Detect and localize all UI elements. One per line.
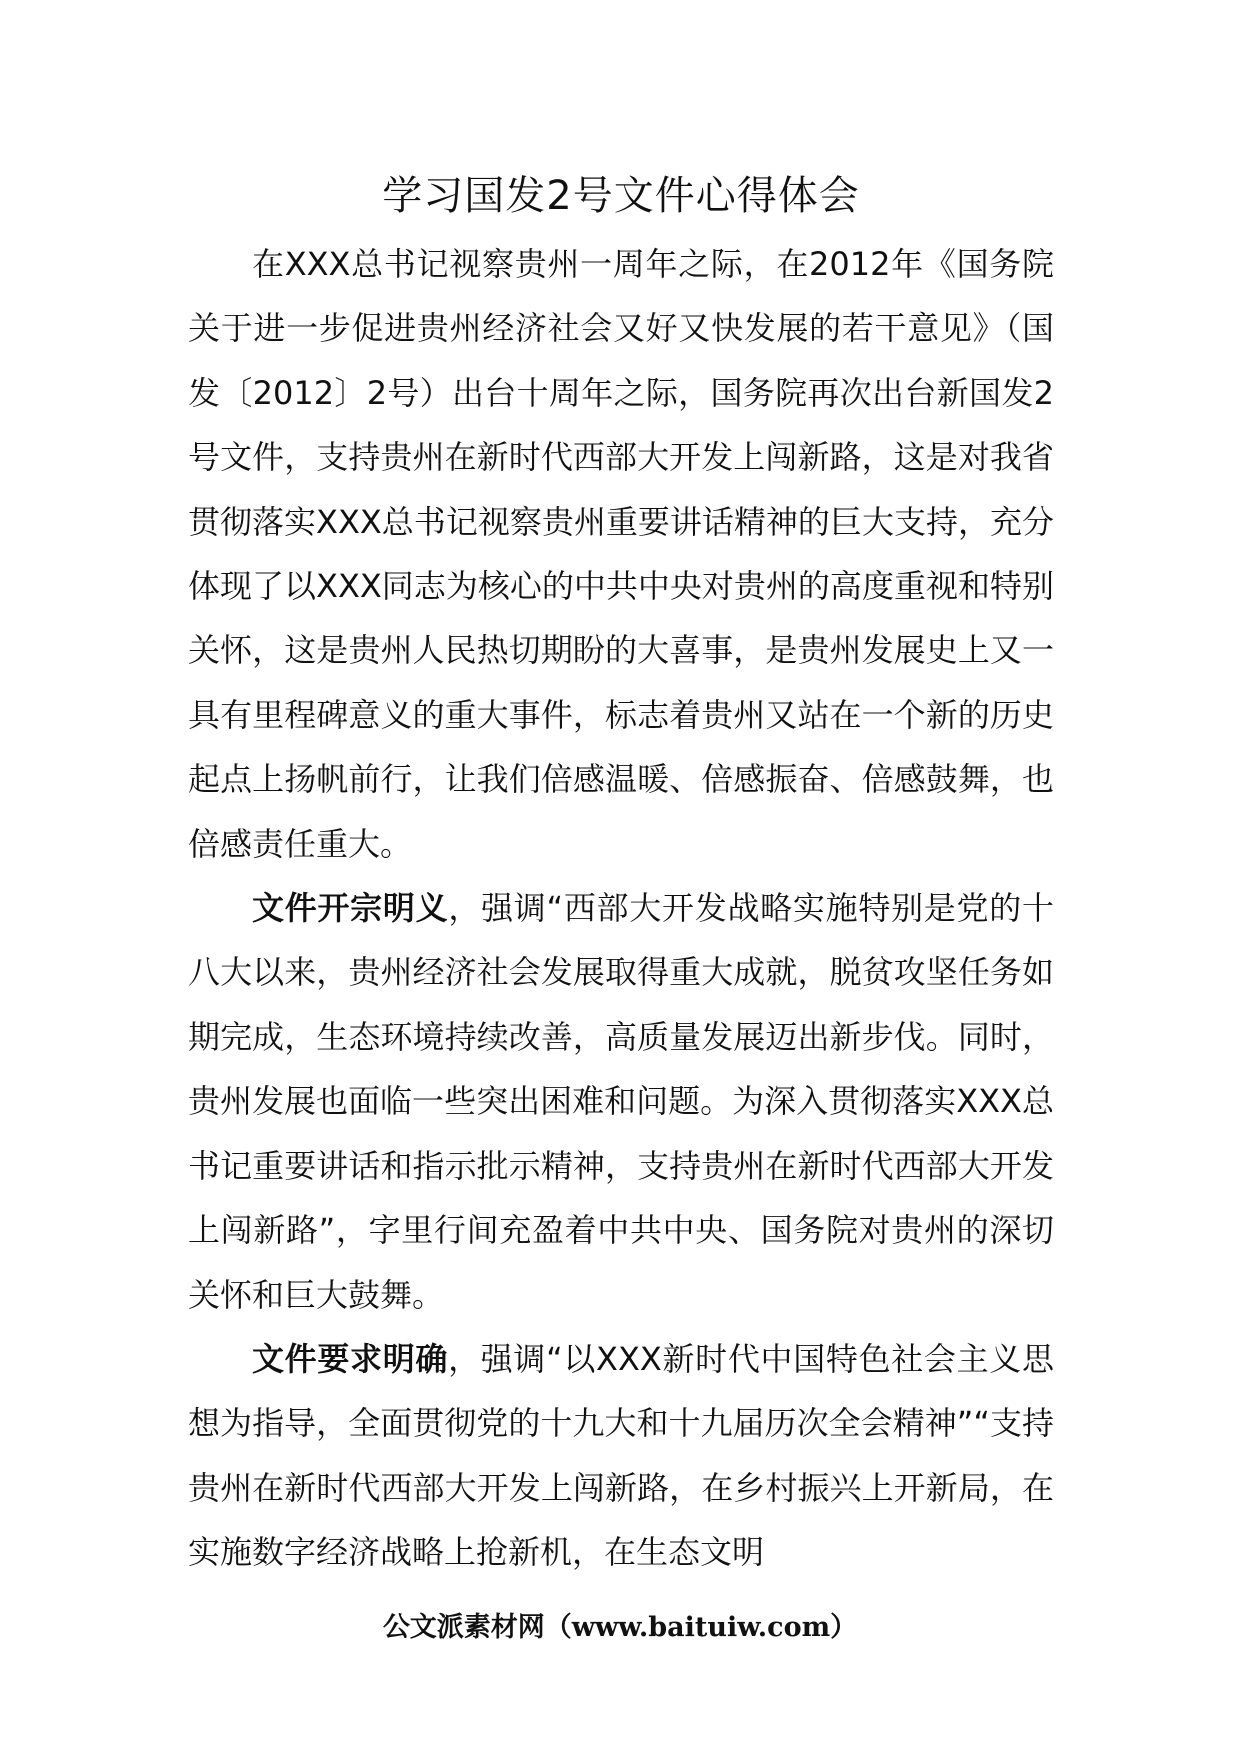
paragraph-1: [188, 232, 1054, 876]
footer-source: 公文派素材网（www.baituiw.com）: [382, 1612, 858, 1643]
paragraph-3-text: ，强调“以XXX新时代中国特色社会主义思想为指导，全面贯彻党的十九大和十九届历次全会精神”“支持贵州在新时代西部大开发上闯新路，在乡村振兴上开新局，在实施数字经济战略上抢新机，在生态文明: [188, 1339, 1054, 1572]
paragraph-2-text: ，强调“西部大开发战略实施特别是党的十八大以来，贵州经济社会发展取得重大成就，脱贫攻坚任务如期完成，生态环境持续改善，高质量发展迈出新步伐。同时，贵州发展也面临一些突出困难和问题。为深入贯彻落实XXX总书记重要讲话和指示批示精神，支持贵州在新时代西部大开发上闯新路”，字里行间充盈着中共中央、国务院对贵州的深切关怀和巨大鼓舞。: [188, 889, 1054, 1314]
paragraph-3: [188, 1327, 1054, 1585]
page-title: 学习国发2号文件心得体会: [382, 173, 860, 219]
document-page: [188, 160, 1054, 1585]
paragraph-1-text: 在XXX总书记视察贵州一周年之际，在2012年《国务院关于进一步促进贵州经济社会又好又快发展的若干意见》（国发〔2012〕2号）出台十周年之际，国务院再次出台新国发2号文件，支持贵州在新时代西部大开发上闯新路，这是对我省贯彻落实XXX总书记视察贵州重要讲话精神的巨大支持，充分体现了以XXX同志为核心的中共中央对贵州的高度重视和特别关怀，这是贵州人民热切期盼的大喜事，是贵州发展史上又一具有里程碑意义的重大事件，标志着贵州又站在一个新的历史起点上扬帆前行，让我们倍感温暖、倍感振奋、倍感鼓舞，也倍感责任重大。: [188, 245, 1054, 863]
paragraph-3-lead: 文件要求明确: [252, 1339, 449, 1378]
paragraph-2: [188, 876, 1054, 1327]
paragraph-2-lead: 文件开宗明义: [252, 889, 449, 928]
